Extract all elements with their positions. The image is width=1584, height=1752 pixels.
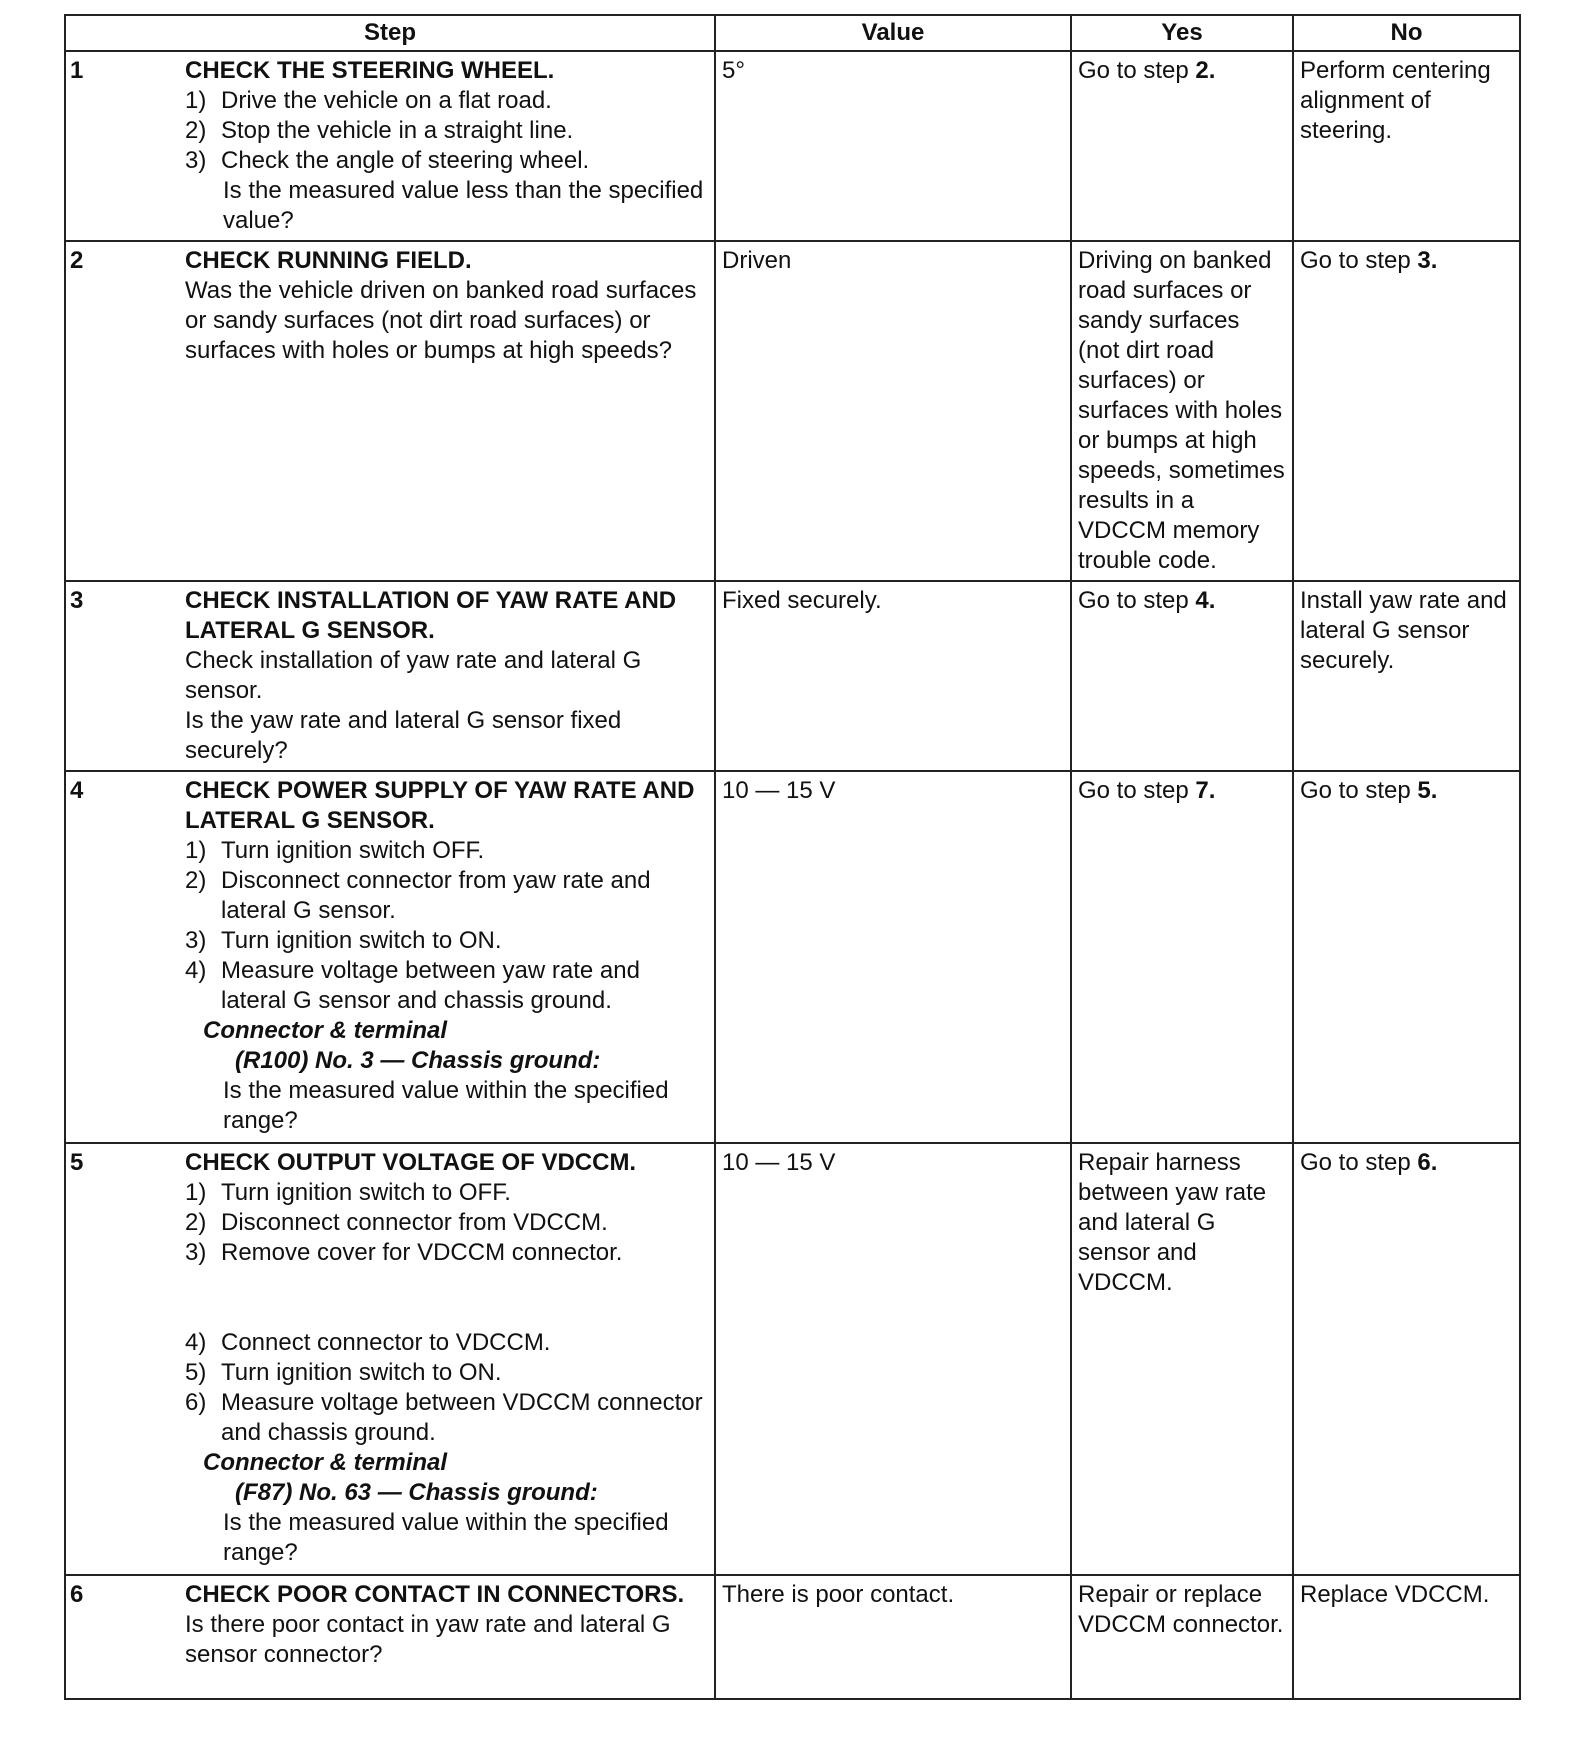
step-text: Was the vehicle driven on banked road surfaces or sandy surfaces (not dirt road surfaces) or surfaces with holes or bumps at high speeds? xyxy=(185,277,697,364)
step-title: CHECK POOR CONTACT IN CONNECTORS. xyxy=(185,1581,685,1608)
value-cell: 10 — 15 V xyxy=(715,1143,1071,1575)
list-item: 3) Turn ignition switch to ON. xyxy=(185,927,502,954)
step-question: Is there poor contact in yaw rate and lateral G sensor connector? xyxy=(185,1611,671,1668)
no-cell: Go to step 6. xyxy=(1293,1143,1520,1575)
step-cell xyxy=(65,1143,715,1575)
no-cell: Perform centering alignment of steering. xyxy=(1293,51,1520,241)
connector-terminal: (R100) No. 3 — Chassis ground: xyxy=(235,1047,601,1074)
step-title: CHECK INSTALLATION OF YAW RATE AND LATERAL G SENSOR. xyxy=(185,587,677,644)
value-cell: Fixed securely. xyxy=(715,581,1071,771)
header-no: No xyxy=(1293,15,1520,51)
step-number: 6 xyxy=(70,1581,84,1608)
step-text: Check installation of yaw rate and lateral G sensor. xyxy=(185,647,642,704)
list-item: 3) Check the angle of steering wheel. xyxy=(185,147,590,174)
no-cell: Replace VDCCM. xyxy=(1293,1575,1520,1699)
header-row xyxy=(65,15,1520,51)
step-title: CHECK OUTPUT VOLTAGE OF VDCCM. xyxy=(185,1149,637,1176)
step-question: Is the measured value less than the specified value? xyxy=(223,177,704,234)
yes-cell: Repair harness between yaw rate and lateral G sensor and VDCCM. xyxy=(1071,1143,1293,1575)
table-row xyxy=(65,241,1520,581)
list-item: 4) Connect connector to VDCCM. xyxy=(185,1329,551,1356)
connector-label: Connector & terminal xyxy=(203,1017,448,1044)
step-number: 5 xyxy=(70,1149,84,1176)
list-item: 4) Measure voltage between yaw rate and lateral G sensor and chassis ground. xyxy=(185,957,640,1014)
table-row xyxy=(65,51,1520,241)
step-title: CHECK RUNNING FIELD. xyxy=(185,247,472,274)
list-item: 2) Disconnect connector from yaw rate and lateral G sensor. xyxy=(185,867,651,924)
diagnostic-table xyxy=(64,14,1521,1700)
step-title: CHECK POWER SUPPLY OF YAW RATE AND LATERAL G SENSOR. xyxy=(185,777,695,834)
list-item: 1) Drive the vehicle on a flat road. xyxy=(185,87,552,114)
step-question: Is the yaw rate and lateral G sensor fixed securely? xyxy=(185,707,622,764)
header-yes: Yes xyxy=(1071,15,1293,51)
value-cell: There is poor contact. xyxy=(715,1575,1071,1699)
list-item: 2) Disconnect connector from VDCCM. xyxy=(185,1209,608,1236)
yes-cell: Go to step 4. xyxy=(1071,581,1293,771)
step-question: Is the measured value within the specified range? xyxy=(223,1509,669,1566)
no-cell: Install yaw rate and lateral G sensor securely. xyxy=(1293,581,1520,771)
yes-cell: Go to step 7. xyxy=(1071,771,1293,1143)
yes-cell: Repair or replace VDCCM connector. xyxy=(1071,1575,1293,1699)
value-cell: 10 — 15 V xyxy=(715,771,1071,1143)
table-row xyxy=(65,771,1520,1143)
list-item: 1) Turn ignition switch OFF. xyxy=(185,837,485,864)
header-value: Value xyxy=(715,15,1071,51)
no-cell: Go to step 3. xyxy=(1293,241,1520,581)
step-question: Is the measured value within the specified range? xyxy=(223,1077,669,1134)
table-row xyxy=(65,1575,1520,1699)
list-item: 5) Turn ignition switch to ON. xyxy=(185,1359,502,1386)
step-number: 2 xyxy=(70,247,84,274)
step-number: 1 xyxy=(70,57,84,84)
table-row xyxy=(65,1143,1520,1575)
yes-cell: Go to step 2. xyxy=(1071,51,1293,241)
list-item: 3) Remove cover for VDCCM connector. xyxy=(185,1239,623,1266)
value-cell: Driven xyxy=(715,241,1071,581)
header-step: Step xyxy=(65,15,715,51)
step-cell xyxy=(65,51,715,241)
connector-label: Connector & terminal xyxy=(203,1449,448,1476)
step-title: CHECK THE STEERING WHEEL. xyxy=(185,57,555,84)
step-number: 3 xyxy=(70,587,84,614)
no-cell: Go to step 5. xyxy=(1293,771,1520,1143)
value-cell: 5° xyxy=(715,51,1071,241)
connector-terminal: (F87) No. 63 — Chassis ground: xyxy=(235,1479,598,1506)
step-cell xyxy=(65,1575,715,1699)
table-row xyxy=(65,581,1520,771)
step-cell xyxy=(65,581,715,771)
list-item: 2) Stop the vehicle in a straight line. xyxy=(185,117,574,144)
yes-cell: Driving on banked road surfaces or sandy surfaces (not dirt road surfaces) or surfaces with holes or bumps at high speeds, sometimes results in a VDCCM memory trouble code. xyxy=(1071,241,1293,581)
list-item: 1) Turn ignition switch to OFF. xyxy=(185,1179,511,1206)
list-item: 6) Measure voltage between VDCCM connector and chassis ground. xyxy=(185,1389,703,1446)
step-number: 4 xyxy=(70,777,84,804)
step-cell xyxy=(65,241,715,581)
step-cell xyxy=(65,771,715,1143)
